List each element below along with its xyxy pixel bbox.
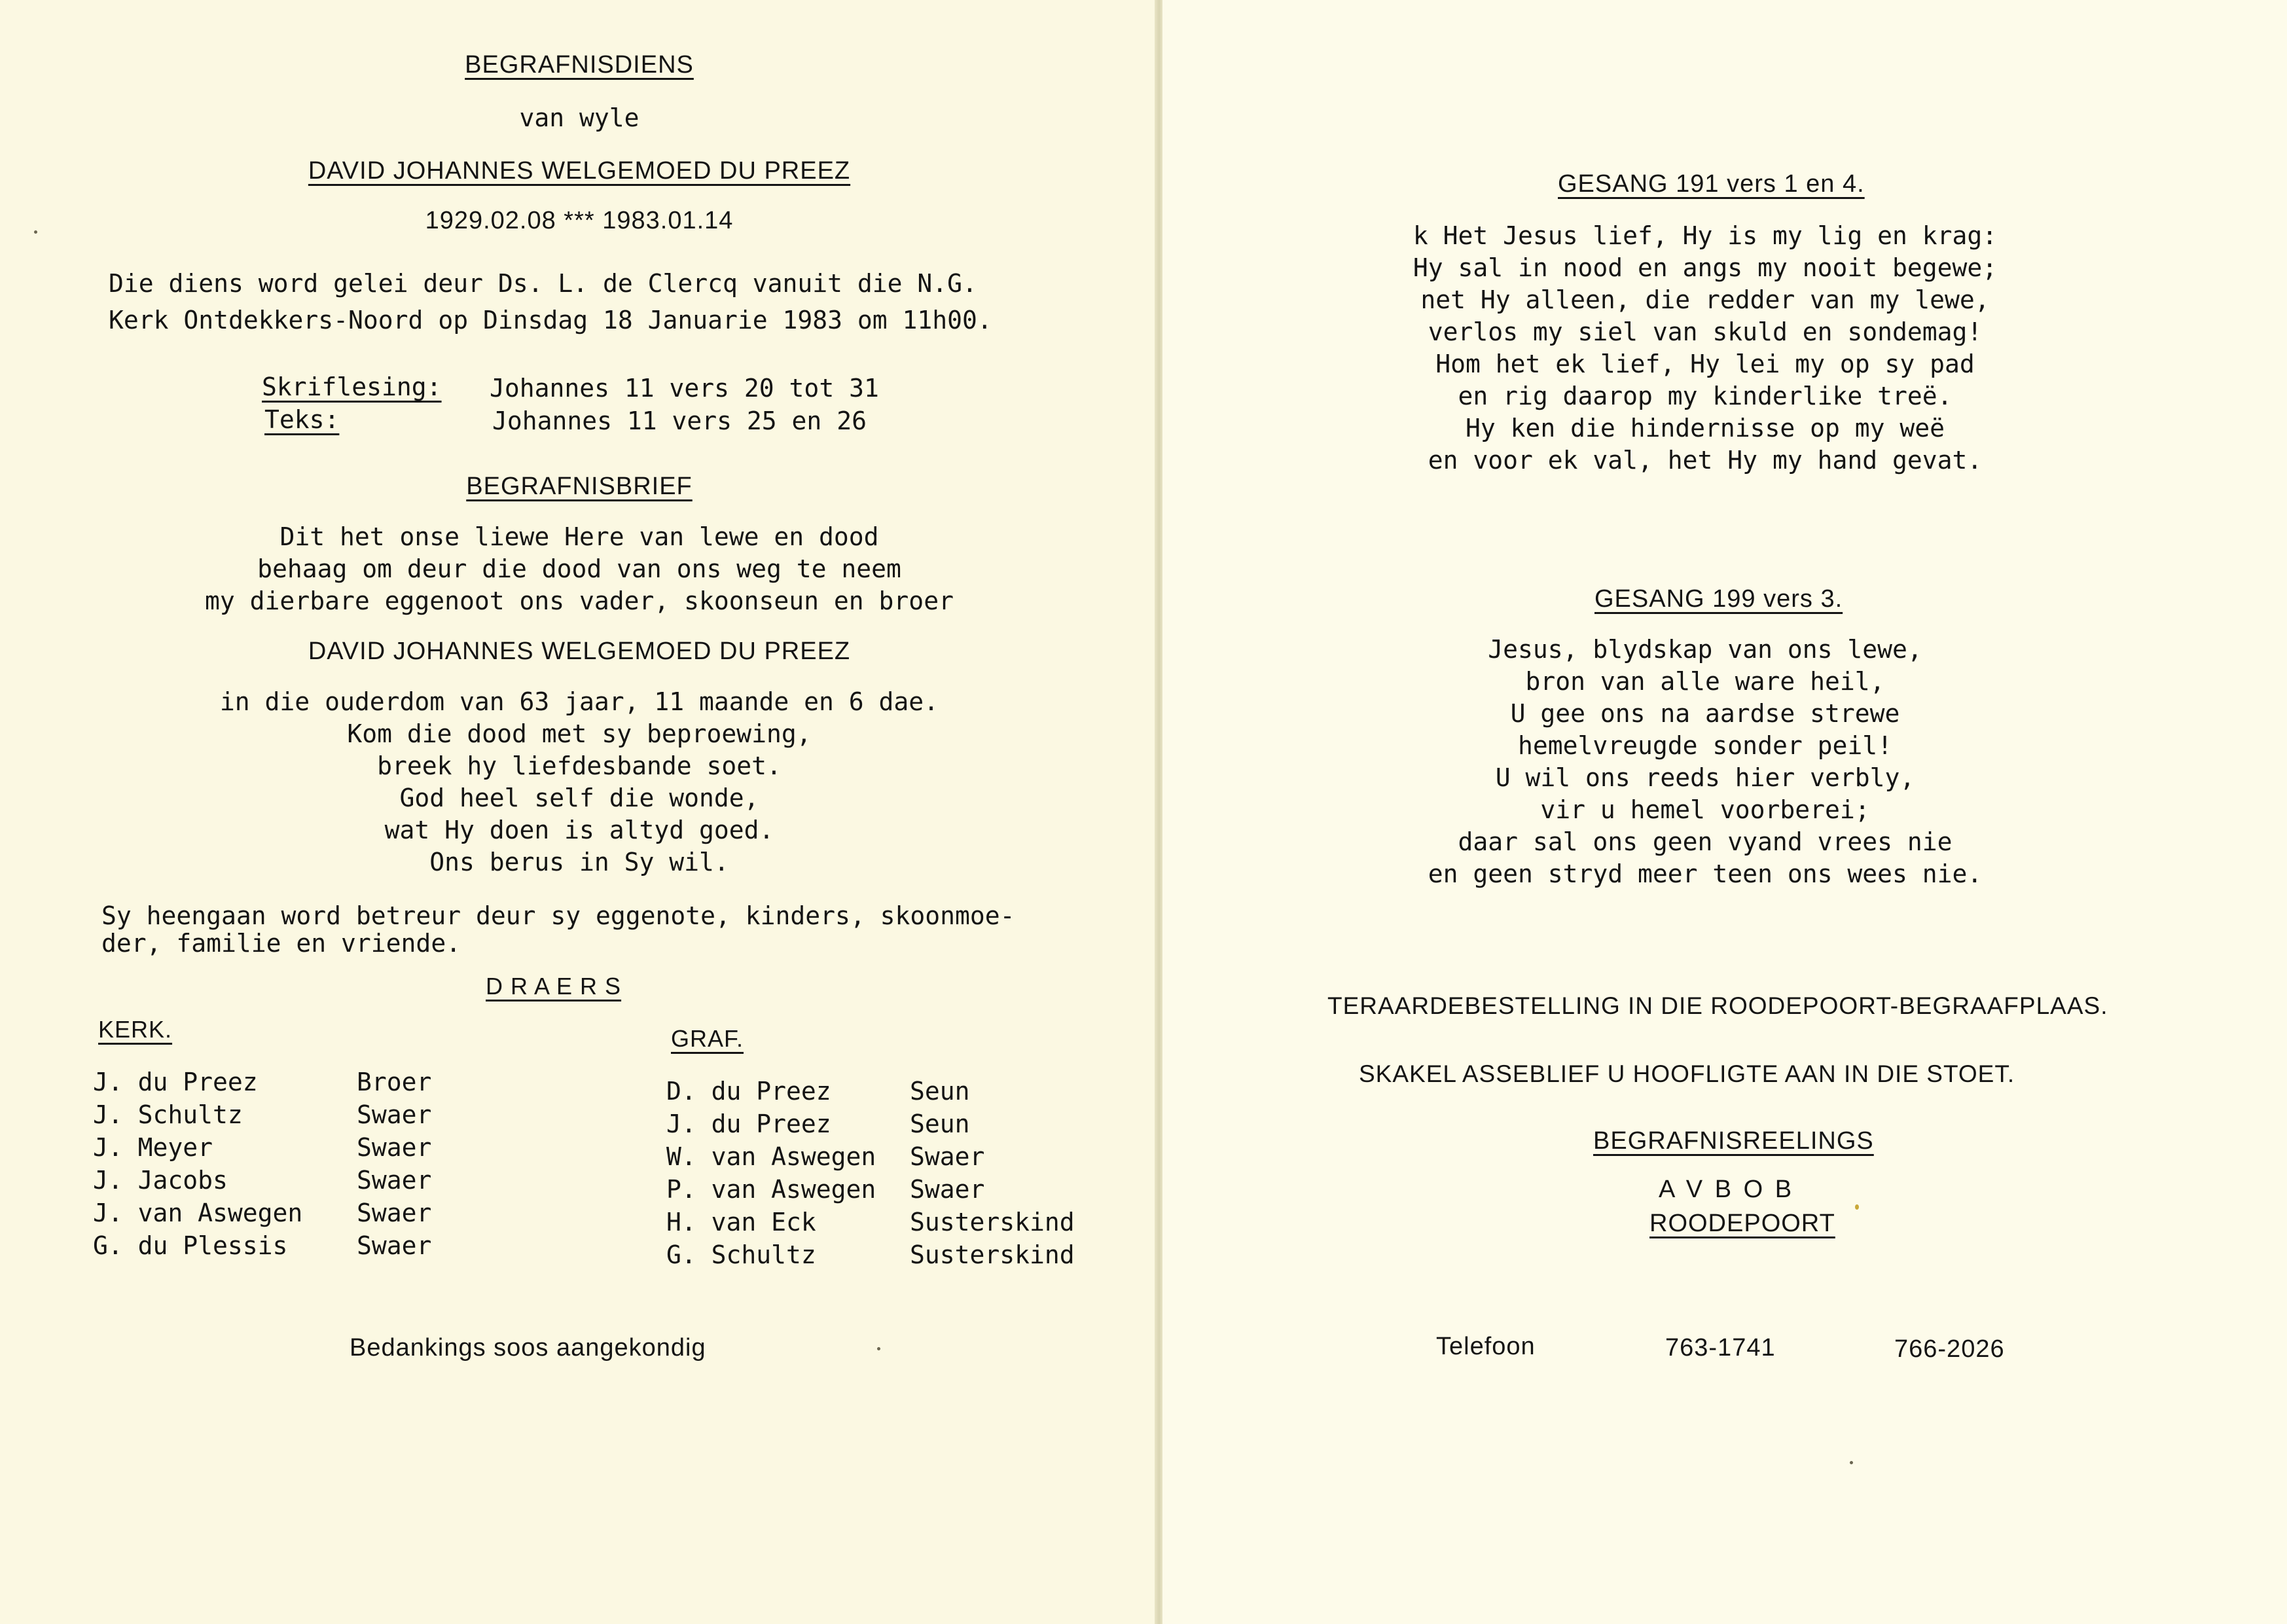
bearer-relation: Seun: [910, 1077, 970, 1106]
paper-speck: [34, 230, 37, 234]
bearer-relation: Swaer: [357, 1199, 432, 1227]
text-value: Johannes 11 vers 25 en 26: [492, 406, 867, 435]
phone-number-2: 766-2026: [1894, 1335, 2005, 1363]
bearer-name: P. van Aswegen: [666, 1175, 876, 1204]
paper-speck: [1855, 1204, 1859, 1210]
hymn-line: vir u hemel voorberei;: [1540, 795, 1870, 824]
deceased-name: DAVID JOHANNES WELGEMOED DU PREEZ: [308, 157, 851, 185]
phone-label: Telefoon: [1436, 1333, 1536, 1360]
graf-heading: GRAF.: [671, 1025, 744, 1052]
paper-speck: [1850, 1461, 1853, 1464]
bearer-relation: Swaer: [357, 1100, 432, 1129]
scripture-label: Skriflesing:: [262, 372, 442, 401]
hymn2-verses: [1123, 634, 2287, 890]
verse-line: God heel self die wonde,: [399, 784, 759, 812]
bearer-name: J. Jacobs: [93, 1166, 228, 1195]
mourn-line-1: Sy heengaan word betreur deur sy eggenote, kinders, skoonmoe-: [101, 901, 1015, 930]
hymn-line: en geen stryd meer teen ons wees nie.: [1428, 859, 1983, 888]
bearer-name: W. van Aswegen: [666, 1142, 876, 1171]
bearer-relation: Susterskind: [910, 1208, 1075, 1236]
age-verse: [0, 686, 1159, 878]
hymn-line: daar sal ons geen vyand vrees nie: [1458, 827, 1953, 856]
hymn-line: U gee ons na aardse strewe: [1510, 699, 1900, 728]
letter-heading: BEGRAFNISBRIEF: [466, 473, 693, 500]
hymn-line: en voor ek val, het Hy my hand gevat.: [1428, 446, 1983, 475]
bearer-name: J. Schultz: [93, 1100, 243, 1129]
bearer-name: J. van Aswegen: [93, 1199, 303, 1227]
bearer-relation: Swaer: [357, 1166, 432, 1195]
bearer-relation: Broer: [357, 1068, 432, 1096]
hymn-line: verlos my siel van skuld en sondemag!: [1428, 317, 1983, 346]
bearer-name: G. Schultz: [666, 1240, 816, 1269]
bearer-relation: Swaer: [357, 1231, 432, 1260]
letter-line: my dierbare eggenoot ons vader, skoonseun en broer: [205, 586, 954, 615]
bearer-name: H. van Eck: [666, 1208, 816, 1236]
hymn-line: Hy sal in nood en angs my nooit begewe;: [1413, 253, 1998, 282]
hymn-line: Hy ken die hindernisse op my weë: [1465, 414, 1945, 442]
hymn1-heading: GESANG 191 vers 1 en 4.: [1558, 170, 1865, 198]
mourn-line-2: der, familie en vriende.: [101, 929, 461, 958]
service-line-2: Kerk Ontdekkers-Noord op Dinsdag 18 Januarie 1983 om 11h00.: [109, 306, 992, 334]
paper-speck: [877, 1347, 880, 1350]
right-page: [1162, 0, 2287, 1624]
headlights-notice: SKAKEL ASSEBLIEF U HOOFLIGTE AAN IN DIE STOET.: [1359, 1060, 2015, 1087]
letter-line: behaag om deur die dood van ons weg te neem: [257, 554, 901, 583]
hymn2-heading: GESANG 199 vers 3.: [1594, 585, 1843, 613]
hymn-line: bron van alle ware heil,: [1525, 667, 1885, 696]
phone-number-1: 763-1741: [1665, 1334, 1776, 1362]
burial-notice: TERAARDEBESTELLING IN DIE ROODEPOORT-BEGRAAFPLAAS.: [1327, 992, 2108, 1019]
bearer-name: D. du Preez: [666, 1077, 831, 1106]
bearer-relation: Swaer: [357, 1133, 432, 1162]
hymn-line: Jesus, blydskap van ons lewe,: [1488, 635, 1922, 664]
bearer-relation: Swaer: [910, 1175, 985, 1204]
hymn-line: en rig daarop my kinderlike treë.: [1458, 382, 1953, 410]
verse-line: wat Hy doen is altyd goed.: [384, 816, 774, 844]
bearer-name: J. du Preez: [93, 1068, 258, 1096]
hymn-line: U wil ons reeds hier verbly,: [1495, 763, 1915, 792]
letter-text: [0, 521, 1159, 617]
letter-line: Dit het onse liewe Here van lewe en dood: [279, 522, 879, 551]
hymn-line: hemelvreugde sonder peil!: [1518, 731, 1892, 760]
bearer-relation: Swaer: [910, 1142, 985, 1171]
letter-name: DAVID JOHANNES WELGEMOED DU PREEZ: [308, 638, 851, 665]
service-title: BEGRAFNISDIENS: [465, 51, 694, 79]
verse-line: Kom die dood met sy beproewing,: [347, 719, 812, 748]
hymn1-verses: [1123, 220, 2287, 477]
hymn-line: k Het Jesus lief, Hy is my lig en krag:: [1413, 221, 1998, 250]
hymn-line: Hom het ek lief, Hy lei my op sy pad: [1435, 350, 1975, 378]
thanks-note: Bedankings soos aangekondig: [350, 1334, 706, 1362]
verse-line: Ons berus in Sy wil.: [429, 848, 729, 876]
arrangements-heading: BEGRAFNISREELINGS: [1593, 1127, 1874, 1155]
bearers-heading: D R A E R S: [486, 973, 622, 1000]
service-line-1: Die diens word gelei deur Ds. L. de Clercq vanuit die N.G.: [109, 269, 977, 298]
bearer-name: J. Meyer: [93, 1133, 213, 1162]
verse-line: in die ouderdom van 63 jaar, 11 maande en 6 dae.: [219, 687, 939, 716]
kerk-heading: KERK.: [98, 1016, 173, 1043]
bearer-relation: Susterskind: [910, 1240, 1075, 1269]
undertaker-place: ROODEPOORT: [1649, 1210, 1835, 1237]
undertaker-name: A V B O B: [1659, 1176, 1795, 1203]
bearer-name: J. du Preez: [666, 1110, 831, 1138]
bearer-name: G. du Plessis: [93, 1231, 288, 1260]
bearer-relation: Seun: [910, 1110, 970, 1138]
scripture-value: Johannes 11 vers 20 tot 31: [490, 374, 879, 403]
verse-line: breek hy liefdesbande soet.: [377, 751, 782, 780]
text-label: Teks:: [264, 405, 340, 434]
life-dates: 1929.02.08 *** 1983.01.14: [425, 207, 734, 234]
service-subtitle: van wyle: [519, 103, 639, 132]
hymn-line: net Hy alleen, die redder van my lewe,: [1420, 285, 1990, 314]
